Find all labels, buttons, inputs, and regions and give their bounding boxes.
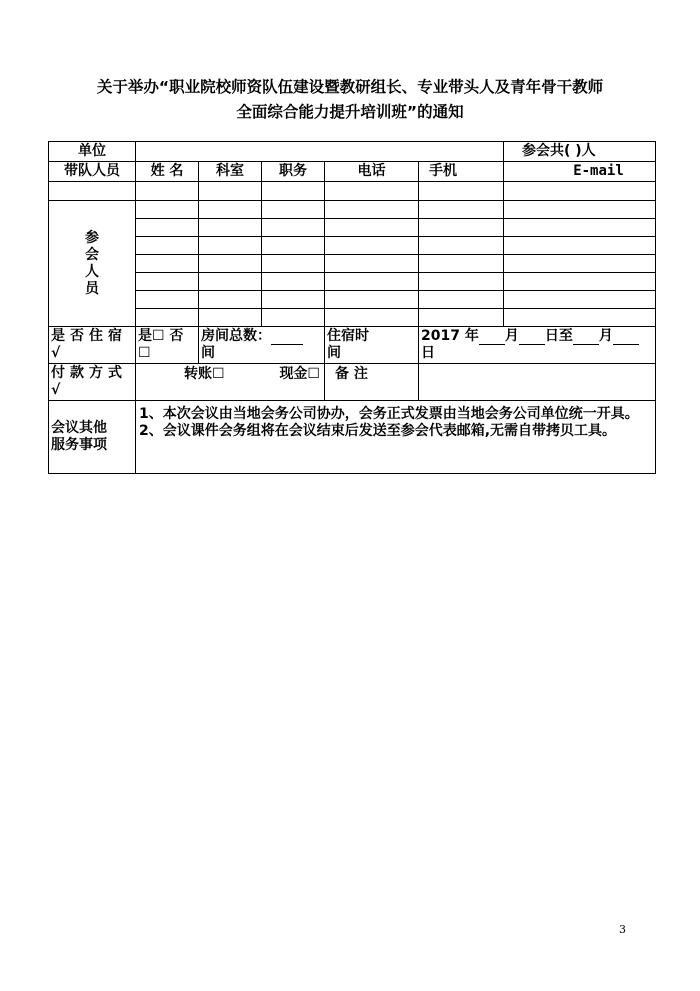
participant-cell[interactable] bbox=[199, 237, 262, 255]
participant-cell[interactable] bbox=[325, 291, 419, 309]
participant-cell[interactable] bbox=[504, 237, 656, 255]
header-phone: 电话 bbox=[325, 162, 419, 182]
participant-cell[interactable] bbox=[136, 201, 199, 219]
participant-cell[interactable] bbox=[325, 219, 419, 237]
participants-label: 参 会 人 员 bbox=[49, 201, 136, 327]
payment-transfer-checkbox[interactable]: 转账☐ bbox=[184, 366, 225, 382]
participant-cell[interactable] bbox=[504, 201, 656, 219]
participant-cell[interactable] bbox=[262, 291, 325, 309]
unit-field[interactable] bbox=[136, 142, 504, 162]
participant-cell[interactable] bbox=[325, 237, 419, 255]
participant-cell[interactable] bbox=[199, 255, 262, 273]
participant-cell[interactable] bbox=[136, 309, 199, 327]
lodging-label: 是否住宿 √ bbox=[49, 327, 136, 364]
participant-cell[interactable] bbox=[262, 237, 325, 255]
leader-dept-cell[interactable] bbox=[199, 182, 262, 201]
participant-cell[interactable] bbox=[419, 219, 504, 237]
participant-cell[interactable] bbox=[199, 291, 262, 309]
header-name: 姓 名 bbox=[136, 162, 199, 182]
header-position: 职务 bbox=[262, 162, 325, 182]
registration-form-table bbox=[48, 141, 656, 474]
leader-position-cell[interactable] bbox=[262, 182, 325, 201]
participant-cell[interactable] bbox=[419, 273, 504, 291]
notice-title-line-1: 关于举办“职业院校师资队伍建设暨教研组长、专业带头人及青年骨干教师 bbox=[96, 78, 604, 96]
other-services-label: 会议其他 服务事项 bbox=[49, 401, 136, 474]
room-count-field[interactable]: 房间总数： 间 bbox=[199, 327, 325, 364]
leader-mobile-cell[interactable] bbox=[419, 182, 504, 201]
header-dept: 科室 bbox=[199, 162, 262, 182]
other-services-notes bbox=[136, 401, 656, 474]
header-mobile: 手机 bbox=[419, 162, 504, 182]
participant-cell[interactable] bbox=[419, 237, 504, 255]
remarks-field[interactable] bbox=[419, 364, 656, 401]
leader-blank-cell bbox=[49, 182, 136, 201]
stay-date-field[interactable]: 2017 年 月 日至 月 日 bbox=[419, 327, 656, 364]
unit-label: 单位 bbox=[49, 142, 136, 162]
participant-cell[interactable] bbox=[136, 219, 199, 237]
participant-cell[interactable] bbox=[136, 255, 199, 273]
header-email: E-mail bbox=[504, 162, 656, 182]
payment-cash-checkbox[interactable]: 现金☐ bbox=[279, 366, 320, 382]
participant-cell[interactable] bbox=[419, 309, 504, 327]
leader-label: 带队人员 bbox=[49, 162, 136, 182]
participant-cell[interactable] bbox=[136, 291, 199, 309]
participant-cell[interactable] bbox=[504, 309, 656, 327]
payment-options[interactable] bbox=[136, 364, 325, 401]
stay-time-label: 住宿时 间 bbox=[325, 327, 419, 364]
participant-cell[interactable] bbox=[504, 219, 656, 237]
participant-cell[interactable] bbox=[325, 273, 419, 291]
participant-cell[interactable] bbox=[419, 291, 504, 309]
payment-method-label: 付款方式 √ bbox=[49, 364, 136, 401]
participant-cell[interactable] bbox=[325, 201, 419, 219]
remarks-label: 备 注 bbox=[325, 364, 419, 401]
participant-cell[interactable] bbox=[262, 219, 325, 237]
participant-cell[interactable] bbox=[325, 309, 419, 327]
leader-name-cell[interactable] bbox=[136, 182, 199, 201]
participant-cell[interactable] bbox=[262, 309, 325, 327]
lodging-options[interactable]: 是☐ 否 ☐ bbox=[136, 327, 199, 364]
participant-cell[interactable] bbox=[504, 291, 656, 309]
attendee-total-label[interactable]: 参会共( )人 bbox=[504, 142, 656, 162]
participant-cell[interactable] bbox=[262, 255, 325, 273]
participant-cell[interactable] bbox=[199, 309, 262, 327]
leader-phone-cell[interactable] bbox=[325, 182, 419, 201]
participant-cell[interactable] bbox=[419, 255, 504, 273]
participant-cell[interactable] bbox=[504, 273, 656, 291]
page-number: 3 bbox=[619, 923, 626, 936]
note-2: 2、会议课件会务组将在会议结束后发送至参会代表邮箱,无需自带拷贝工具。 bbox=[139, 423, 617, 439]
participant-cell[interactable] bbox=[199, 219, 262, 237]
notice-title-line-2: 全面综合能力提升培训班”的通知 bbox=[236, 103, 464, 121]
leader-email-cell[interactable] bbox=[504, 182, 656, 201]
participant-cell[interactable] bbox=[199, 273, 262, 291]
participant-cell[interactable] bbox=[199, 201, 262, 219]
participant-cell[interactable] bbox=[504, 255, 656, 273]
participant-cell[interactable] bbox=[325, 255, 419, 273]
participant-cell[interactable] bbox=[262, 273, 325, 291]
participant-cell[interactable] bbox=[136, 273, 199, 291]
participant-cell[interactable] bbox=[136, 237, 199, 255]
participant-cell[interactable] bbox=[262, 201, 325, 219]
participant-cell[interactable] bbox=[419, 201, 504, 219]
note-1: 1、本次会议由当地会务公司协办，会务正式发票由当地会务公司单位统一开具。 bbox=[139, 406, 639, 422]
